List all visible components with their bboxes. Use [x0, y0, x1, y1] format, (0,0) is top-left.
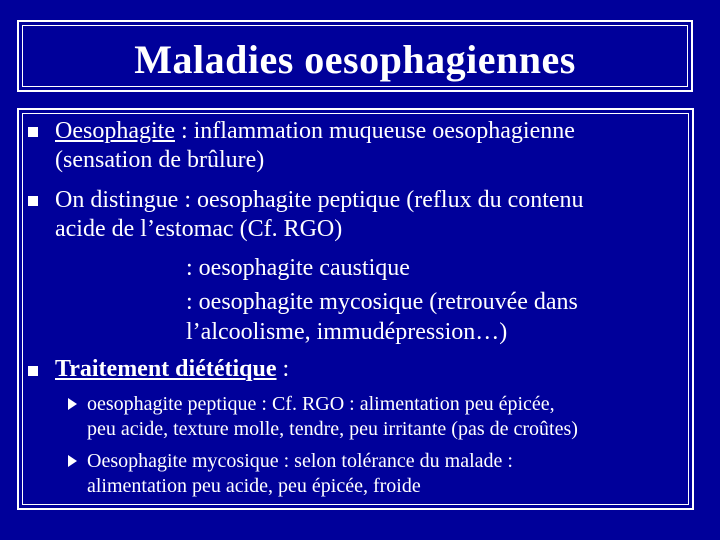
- bullet-2-line-2: acide de l’estomac (Cf. RGO): [55, 216, 343, 242]
- bullet-2-line-1: On distingue : oesophagite peptique (reflux du contenu: [55, 187, 584, 213]
- square-bullet-icon: [28, 196, 38, 206]
- sub-bullet-1-line-2: peu acide, texture molle, tendre, peu irritante (pas de croûtes): [87, 418, 578, 440]
- bullet-2-line-4: : oesophagite mycosique (retrouvée dans: [186, 289, 578, 315]
- bullet-3-rest: :: [276, 356, 290, 382]
- bullet-2-line-3: : oesophagite caustique: [186, 255, 410, 281]
- sub-bullet-2-line-1: Oesophagite mycosique : selon tolérance du malade :: [87, 450, 513, 472]
- slide-title: Maladies oesophagiennes: [134, 37, 576, 82]
- arrow-bullet-icon: [68, 398, 77, 410]
- sub-bullet-1-line-1: oesophagite peptique : Cf. RGO : alimentation peu épicée,: [87, 393, 555, 415]
- arrow-bullet-icon: [68, 455, 77, 467]
- square-bullet-icon: [28, 127, 38, 137]
- bullet-2-line-5: l’alcoolisme, immudépression…): [186, 319, 508, 345]
- bullet-1-line-1: [55, 116, 575, 146]
- bullet-1-text: : inflammation muqueuse oesophagienne: [174, 118, 575, 144]
- bullet-1-line-2: (sensation de brûlure): [55, 147, 265, 173]
- title-frame: [17, 20, 693, 92]
- oesophagite-term: Oesophagite: [55, 118, 175, 144]
- bullet-3-line-1: [55, 354, 289, 384]
- sub-bullet-2-line-2: alimentation peu acide, peu épicée, froide: [87, 475, 421, 497]
- traitement-term: Traitement diététique: [55, 356, 277, 382]
- square-bullet-icon: [28, 366, 38, 376]
